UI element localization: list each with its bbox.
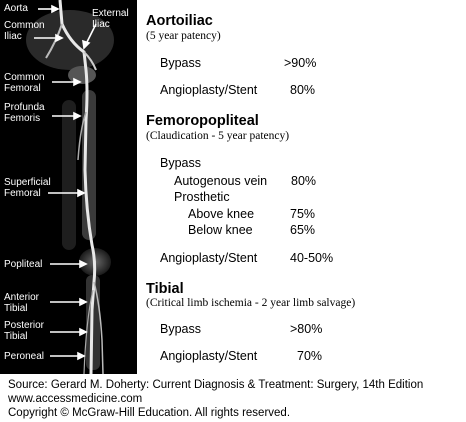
- label-anterior-tibial: Anterior Tibial: [4, 292, 40, 314]
- aortoiliac-angioplasty-label: Angioplasty/Stent: [160, 83, 258, 97]
- femoropopliteal-below-knee-label: Below knee: [188, 223, 253, 237]
- aortoiliac-bypass-label: Bypass: [160, 56, 201, 70]
- label-superficial-femoral: Superficial Femoral: [4, 177, 51, 199]
- femoropopliteal-title: Femoropopliteal: [146, 113, 259, 129]
- tibial-angioplasty-label: Angioplasty/Stent: [160, 349, 258, 363]
- label-aorta: Aorta: [4, 3, 28, 14]
- tibial-title: Tibial: [146, 281, 184, 297]
- label-peroneal: Peroneal: [4, 351, 45, 362]
- label-popliteal: Popliteal: [4, 259, 43, 270]
- femoropopliteal-bypass-label: Bypass: [160, 156, 201, 170]
- tibial-bypass-value: >80%: [290, 322, 323, 336]
- aortoiliac-title: Aortoiliac: [146, 13, 213, 29]
- label-external-iliac: External Iliac: [92, 8, 129, 30]
- angiogram-image: [0, 0, 137, 374]
- femoropopliteal-autogenous-value: 80%: [291, 174, 317, 188]
- tibial-bypass-label: Bypass: [160, 322, 201, 336]
- femoropopliteal-prosthetic-label: Prosthetic: [174, 190, 230, 204]
- tibial-subtitle: (Critical limb ischemia - 2 year limb salvage): [146, 297, 356, 309]
- femoropopliteal-below-knee-value: 65%: [290, 223, 316, 237]
- footer-source: Source: Gerard M. Doherty: Current Diagnosis & Treatment: Surgery, 14th Edition: [8, 379, 424, 391]
- aortoiliac-angioplasty-value: 80%: [290, 83, 316, 97]
- femoropopliteal-angioplasty-value: 40-50%: [290, 251, 334, 265]
- tibial-angioplasty-value: 70%: [297, 349, 323, 363]
- label-common-iliac: Common Iliac: [4, 20, 45, 42]
- label-posterior-tibial: Posterior Tibial: [4, 320, 45, 342]
- femoropopliteal-above-knee-value: 75%: [290, 207, 316, 221]
- source-footer: [0, 377, 466, 422]
- femoropopliteal-subtitle: (Claudication - 5 year patency): [146, 130, 290, 142]
- aortoiliac-subtitle: (5 year patency): [146, 30, 221, 42]
- femoropopliteal-autogenous-label: Autogenous vein: [174, 174, 268, 188]
- femoropopliteal-angioplasty-label: Angioplasty/Stent: [160, 251, 258, 265]
- femoropopliteal-above-knee-label: Above knee: [188, 207, 255, 221]
- footer-copyright: Copyright © McGraw-Hill Education. All rights reserved.: [8, 407, 291, 419]
- label-profunda-femoris: Profunda Femoris: [4, 102, 45, 124]
- label-common-femoral: Common Femoral: [4, 72, 45, 94]
- footer-url[interactable]: www.accessmedicine.com: [8, 393, 143, 405]
- aortoiliac-bypass-value: >90%: [284, 56, 317, 70]
